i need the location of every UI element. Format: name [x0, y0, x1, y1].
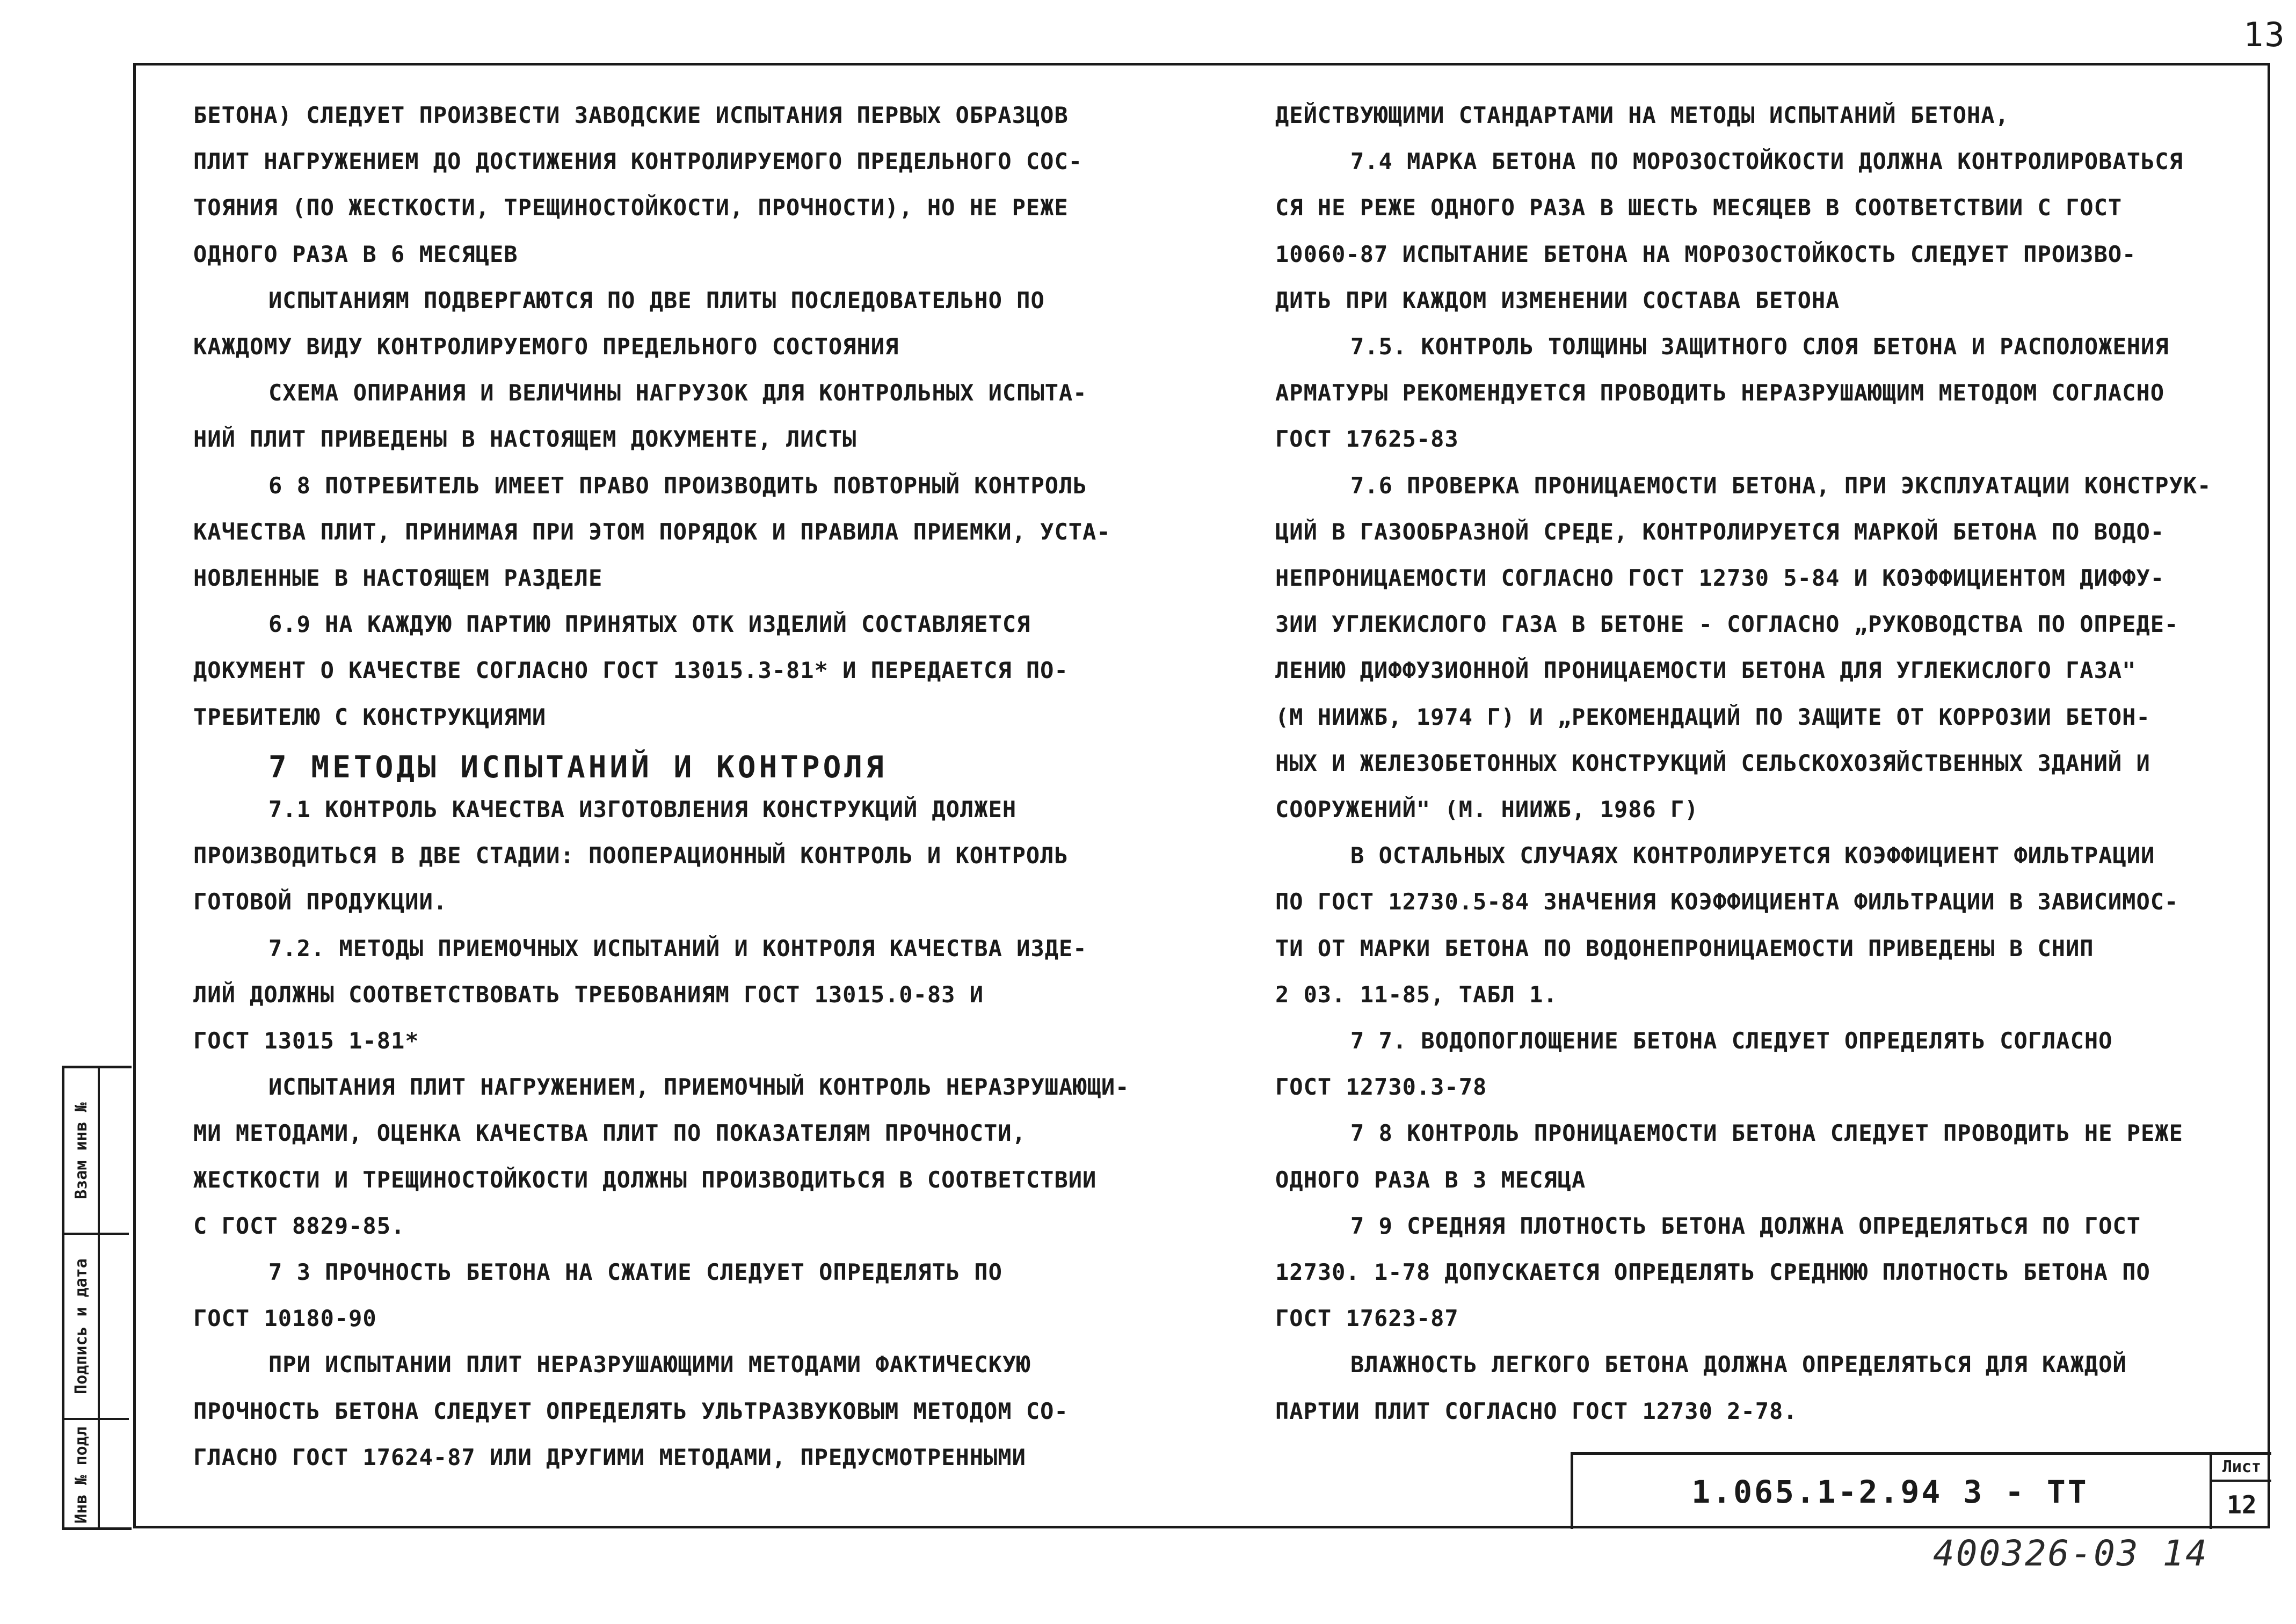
text-line: (М НИИЖБ, 1974 Г) И „РЕКОМЕНДАЦИЙ ПО ЗАЩИТЕ ОТ КОРРОЗИИ БЕТОН- — [1275, 703, 2150, 730]
text-line: ПАРТИИ ПЛИТ СОГЛАСНО ГОСТ 12730 2-78. — [1275, 1397, 1798, 1424]
text-line: ЦИЙ В ГАЗООБРАЗНОЙ СРЕДЕ, КОНТРОЛИРУЕТСЯ МАРКОЙ БЕТОНА ПО ВОДО- — [1275, 518, 2165, 545]
text-line: В ОСТАЛЬНЫХ СЛУЧАЯХ КОНТРОЛИРУЕТСЯ КОЭФФИЦИЕНТ ФИЛЬТРАЦИИ — [1350, 842, 2155, 869]
stamp-label: Взам инв № — [71, 1102, 91, 1199]
text-line: ТРЕБИТЕЛЮ С КОНСТРУКЦИЯМИ — [193, 703, 547, 730]
text-line: ГЛАСНО ГОСТ 17624-87 ИЛИ ДРУГИМИ МЕТОДАМИ, ПРЕДУСМОТРЕННЫМИ — [193, 1444, 1026, 1470]
text-line: СООРУЖЕНИЙ" (М. НИИЖБ, 1986 Г) — [1275, 796, 1699, 822]
drawing-frame — [133, 63, 2270, 1528]
text-line: ПРОЧНОСТЬ БЕТОНА СЛЕДУЕТ ОПРЕДЕЛЯТЬ УЛЬТРАЗВУКОВЫМ МЕТОДОМ СО- — [193, 1397, 1069, 1424]
text-line: НИЙ ПЛИТ ПРИВЕДЕНЫ В НАСТОЯЩЕМ ДОКУМЕНТЕ, ЛИСТЫ — [193, 426, 857, 453]
stamp-cell-original-inventory — [64, 1420, 129, 1530]
text-line: 7.1 КОНТРОЛЬ КАЧЕСТВА ИЗГОТОВЛЕНИЯ КОНСТРУКЦИЙ ДОЛЖЕН — [268, 796, 1017, 822]
text-line: ТОЯНИЯ (ПО ЖЕСТКОСТИ, ТРЕЩИНОСТОЙКОСТИ, ПРОЧНОСТИ), НО НЕ РЕЖЕ — [193, 194, 1069, 221]
text-line: ГОСТ 12730.3-78 — [1275, 1074, 1487, 1101]
text-line: 6 8 ПОТРЕБИТЕЛЬ ИМЕЕТ ПРАВО ПРОИЗВОДИТЬ ПОВТОРНЫЙ КОНТРОЛЬ — [268, 472, 1087, 499]
text-line: ГОТОВОЙ ПРОДУКЦИИ. — [193, 889, 448, 915]
sheet-box — [2210, 1455, 2271, 1529]
text-line: ПРОИЗВОДИТЬСЯ В ДВЕ СТАДИИ: ПООПЕРАЦИОННЫЙ КОНТРОЛЬ И КОНТРОЛЬ — [193, 842, 1069, 869]
text-line: 7 7. ВОДОПОГЛОЩЕНИЕ БЕТОНА СЛЕДУЕТ ОПРЕДЕЛЯТЬ СОГЛАСНО — [1350, 1028, 2113, 1054]
text-line: ДЕЙСТВУЮЩИМИ СТАНДАРТАМИ НА МЕТОДЫ ИСПЫТАНИЙ БЕТОНА, — [1275, 102, 2009, 128]
text-line: ДИТЬ ПРИ КАЖДОМ ИЗМЕНЕНИИ СОСТАВА БЕТОНА — [1275, 287, 1840, 314]
stamp-cell-signature-date — [64, 1235, 129, 1420]
stamp-label: Подпись и дата — [71, 1258, 91, 1394]
text-line: МИ МЕТОДАМИ, ОЦЕНКА КАЧЕСТВА ПЛИТ ПО ПОКАЗАТЕЛЯМ ПРОЧНОСТИ, — [193, 1120, 1026, 1147]
text-line: НЫХ И ЖЕЛЕЗОБЕТОННЫХ КОНСТРУКЦИЙ СЕЛЬСКОХОЗЯЙСТВЕННЫХ ЗДАНИЙ И — [1275, 749, 2150, 776]
text-line: ИСПЫТАНИЯМ ПОДВЕРГАЮТСЯ ПО ДВЕ ПЛИТЫ ПОСЛЕДОВАТЕЛЬНО ПО — [268, 287, 1045, 314]
text-line: 7.4 МАРКА БЕТОНА ПО МОРОЗОСТОЙКОСТИ ДОЛЖНА КОНТРОЛИРОВАТЬСЯ — [1350, 148, 2183, 175]
text-line: КАЖДОМУ ВИДУ КОНТРОЛИРУЕМОГО ПРЕДЕЛЬНОГО СОСТОЯНИЯ — [193, 333, 899, 360]
stamp-cell-replaced-inventory — [64, 1068, 129, 1235]
stamp-label: Инв № подл — [71, 1426, 91, 1524]
section-heading: 7 МЕТОДЫ ИСПЫТАНИЙ И КОНТРОЛЯ — [268, 749, 887, 785]
page-number: 13 — [2243, 15, 2286, 54]
text-line: КАЧЕСТВА ПЛИТ, ПРИНИМАЯ ПРИ ЭТОМ ПОРЯДОК И ПРАВИЛА ПРИЕМКИ, УСТА- — [193, 518, 1111, 545]
text-line: 2 03. 11-85, ТАБЛ 1. — [1275, 981, 1558, 1008]
text-line: ИСПЫТАНИЯ ПЛИТ НАГРУЖЕНИЕМ, ПРИЕМОЧНЫЙ КОНТРОЛЬ НЕРАЗРУШАЮЩИ- — [268, 1074, 1130, 1101]
sheet-label: Лист — [2212, 1455, 2271, 1482]
text-line: ГОСТ 17625-83 — [1275, 426, 1459, 453]
sheet-number: 12 — [2227, 1490, 2257, 1519]
title-block — [1571, 1452, 2271, 1529]
text-line: 12730. 1-78 ДОПУСКАЕТСЯ ОПРЕДЕЛЯТЬ СРЕДНЮЮ ПЛОТНОСТЬ БЕТОНА ПО — [1275, 1259, 2150, 1285]
text-line: СЯ НЕ РЕЖЕ ОДНОГО РАЗА В ШЕСТЬ МЕСЯЦЕВ В СООТВЕТСТВИИ С ГОСТ — [1275, 194, 2123, 221]
text-line: 7.6 ПРОВЕРКА ПРОНИЦАЕМОСТИ БЕТОНА, ПРИ ЭКСПЛУАТАЦИИ КОНСТРУК- — [1350, 472, 2212, 499]
text-line: ЛИЙ ДОЛЖНЫ СООТВЕТСТВОВАТЬ ТРЕБОВАНИЯМ ГОСТ 13015.0-83 И — [193, 981, 984, 1008]
text-line: НЕПРОНИЦАЕМОСТИ СОГЛАСНО ГОСТ 12730 5-84 И КОЭФФИЦИЕНТОМ ДИФФУ- — [1275, 565, 2165, 591]
text-line: ПЛИТ НАГРУЖЕНИЕМ ДО ДОСТИЖЕНИЯ КОНТРОЛИРУЕМОГО ПРЕДЕЛЬНОГО СОС- — [193, 148, 1083, 175]
text-line: СХЕМА ОПИРАНИЯ И ВЕЛИЧИНЫ НАГРУЗОК ДЛЯ КОНТРОЛЬНЫХ ИСПЫТА- — [268, 380, 1087, 406]
text-line: ЗИИ УГЛЕКИСЛОГО ГАЗА В БЕТОНЕ - СОГЛАСНО „РУКОВОДСТВА ПО ОПРЕДЕ- — [1275, 611, 2179, 638]
text-line: АРМАТУРЫ РЕКОМЕНДУЕТСЯ ПРОВОДИТЬ НЕРАЗРУШАЮЩИМ МЕТОДОМ СОГЛАСНО — [1275, 380, 2165, 406]
text-line: ОДНОГО РАЗА В 3 МЕСЯЦА — [1275, 1166, 1586, 1193]
text-line: ЖЕСТКОСТИ И ТРЕЩИНОСТОЙКОСТИ ДОЛЖНЫ ПРОИЗВОДИТЬСЯ В СООТВЕТСТВИИ — [193, 1166, 1097, 1193]
text-line: 7 3 ПРОЧНОСТЬ БЕТОНА НА СЖАТИЕ СЛЕДУЕТ ОПРЕДЕЛЯТЬ ПО — [268, 1259, 1002, 1285]
text-line: 7.2. МЕТОДЫ ПРИЕМОЧНЫХ ИСПЫТАНИЙ И КОНТРОЛЯ КАЧЕСТВА ИЗДЕ- — [268, 935, 1087, 962]
text-line: БЕТОНА) СЛЕДУЕТ ПРОИЗВЕСТИ ЗАВОДСКИЕ ИСПЫТАНИЯ ПЕРВЫХ ОБРАЗЦОВ — [193, 102, 1069, 128]
text-line: ДОКУМЕНТ О КАЧЕСТВЕ СОГЛАСНО ГОСТ 13015.3-81* И ПЕРЕДАЕТСЯ ПО- — [193, 657, 1069, 684]
text-line: 6.9 НА КАЖДУЮ ПАРТИЮ ПРИНЯТЫХ ОТК ИЗДЕЛИЙ СОСТАВЛЯЕТСЯ — [268, 611, 1031, 638]
document-code: 1.065.1-2.94 3 - ТТ — [1691, 1474, 2089, 1510]
text-line: ОДНОГО РАЗА В 6 МЕСЯЦЕВ — [193, 241, 518, 267]
archive-number: 400326-03 14 — [1933, 1533, 2208, 1574]
text-line: 7 9 СРЕДНЯЯ ПЛОТНОСТЬ БЕТОНА ДОЛЖНА ОПРЕДЕЛЯТЬСЯ ПО ГОСТ — [1350, 1212, 2141, 1239]
text-line: ВЛАЖНОСТЬ ЛЕГКОГО БЕТОНА ДОЛЖНА ОПРЕДЕЛЯТЬСЯ ДЛЯ КАЖДОЙ — [1350, 1351, 2127, 1378]
text-line: 7.5. КОНТРОЛЬ ТОЛЩИНЫ ЗАЩИТНОГО СЛОЯ БЕТОНА И РАСПОЛОЖЕНИЯ — [1350, 333, 2169, 360]
text-line: НОВЛЕННЫЕ В НАСТОЯЩЕМ РАЗДЕЛЕ — [193, 565, 603, 591]
text-line: ЛЕНИЮ ДИФФУЗИОННОЙ ПРОНИЦАЕМОСТИ БЕТОНА ДЛЯ УГЛЕКИСЛОГО ГАЗА" — [1275, 657, 2137, 684]
text-line: ПО ГОСТ 12730.5-84 ЗНАЧЕНИЯ КОЭФФИЦИЕНТА ФИЛЬТРАЦИИ В ЗАВИСИМОС- — [1275, 889, 2179, 915]
text-line: ГОСТ 17623-87 — [1275, 1305, 1459, 1332]
text-line: ПРИ ИСПЫТАНИИ ПЛИТ НЕРАЗРУШАЮЩИМИ МЕТОДАМИ ФАКТИЧЕСКУЮ — [268, 1351, 1031, 1378]
text-line: С ГОСТ 8829-85. — [193, 1212, 405, 1239]
text-line: 10060-87 ИСПЫТАНИЕ БЕТОНА НА МОРОЗОСТОЙКОСТЬ СЛЕДУЕТ ПРОИЗВО- — [1275, 241, 2137, 267]
text-line: ГОСТ 13015 1-81* — [193, 1028, 419, 1054]
text-line: 7 8 КОНТРОЛЬ ПРОНИЦАЕМОСТИ БЕТОНА СЛЕДУЕТ ПРОВОДИТЬ НЕ РЕЖЕ — [1350, 1120, 2183, 1147]
text-line: ТИ ОТ МАРКИ БЕТОНА ПО ВОДОНЕПРОНИЦАЕМОСТИ ПРИВЕДЕНЫ В СНИП — [1275, 935, 2094, 962]
side-stamp — [62, 1066, 132, 1530]
text-line: ГОСТ 10180-90 — [193, 1305, 377, 1332]
